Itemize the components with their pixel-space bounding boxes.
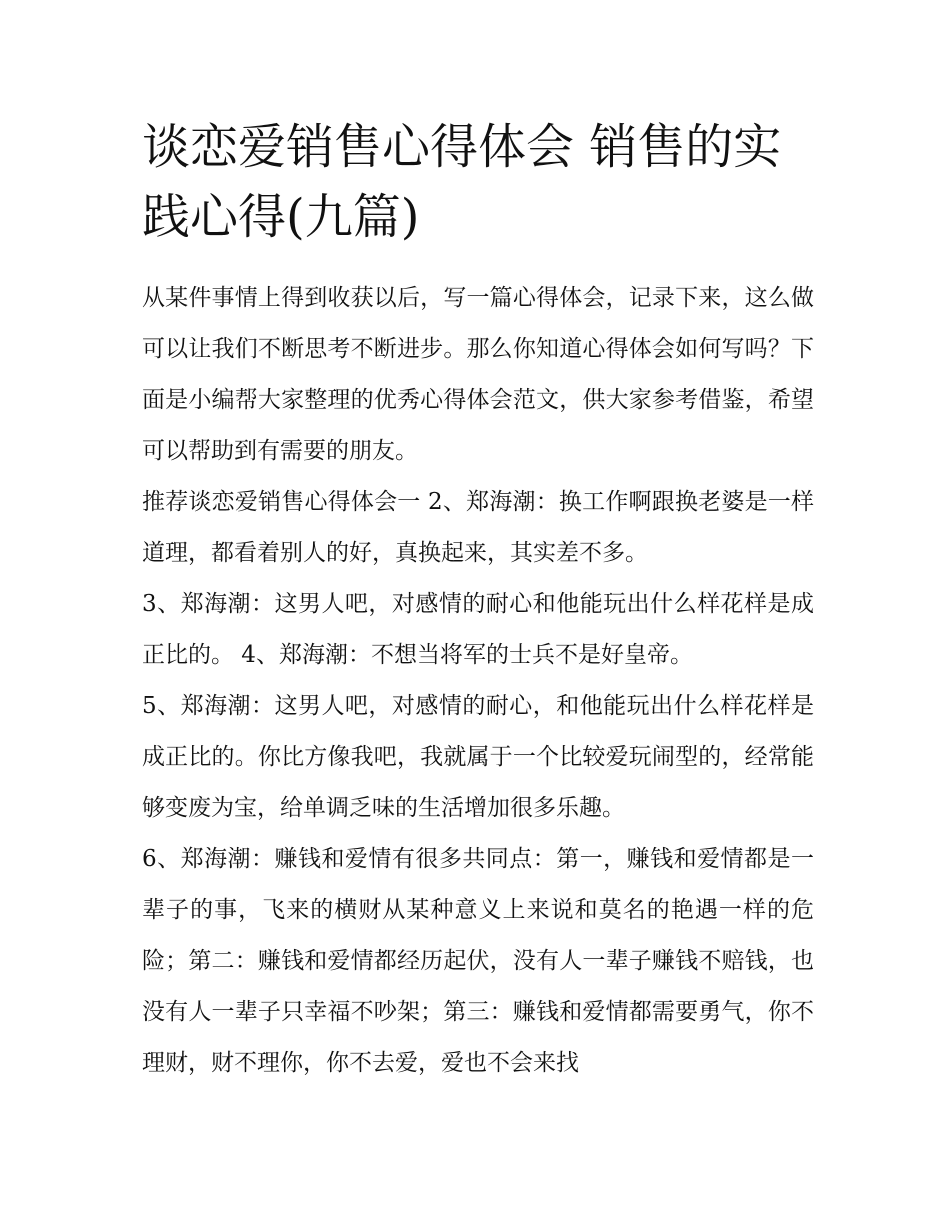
paragraph-3: 3、郑海潮：这男人吧，对感情的耐心和他能玩出什么样花样是成正比的。 4、郑海潮：不想当将军的士兵不是好皇帝。 xyxy=(142,591,814,668)
paragraph-5: 5、郑海潮：这男人吧，对感情的耐心，和他能玩出什么样花样是成正比的。你比方像我吧，我就属于一个比较爱玩闹型的，经常能够变废为宝，给单调乏味的生活增加很多乐趣。 xyxy=(142,693,814,821)
document-page xyxy=(142,112,814,1089)
paragraph-2: 推荐谈恋爱销售心得体会一 2、郑海潮：换工作啊跟换老婆是一样道理，都看着别人的好，真换起来，其实差不多。 xyxy=(142,489,814,566)
paragraph-6: 6、郑海潮：赚钱和爱情有很多共同点：第一，赚钱和爱情都是一辈子的事，飞来的横财从某种意义上来说和莫名的艳遇一样的危险；第二：赚钱和爱情都经历起伏，没有人一辈子赚钱不赔钱，也没有人一辈子只幸福不吵架；第三：赚钱和爱情都需要勇气，你不理财，财不理你，你不去爱，爱也不会来找 xyxy=(142,846,814,1076)
document-title: 谈恋爱销售心得体会 销售的实践心得(九篇) xyxy=(142,119,782,245)
paragraph-intro: 从某件事情上得到收获以后，写一篇心得体会，记录下来，这么做可以让我们不断思考不断进步。那么你知道心得体会如何写吗？下面是小编帮大家整理的优秀心得体会范文，供大家参考借鉴，希望可以帮助到有需要的朋友。 xyxy=(142,285,814,464)
